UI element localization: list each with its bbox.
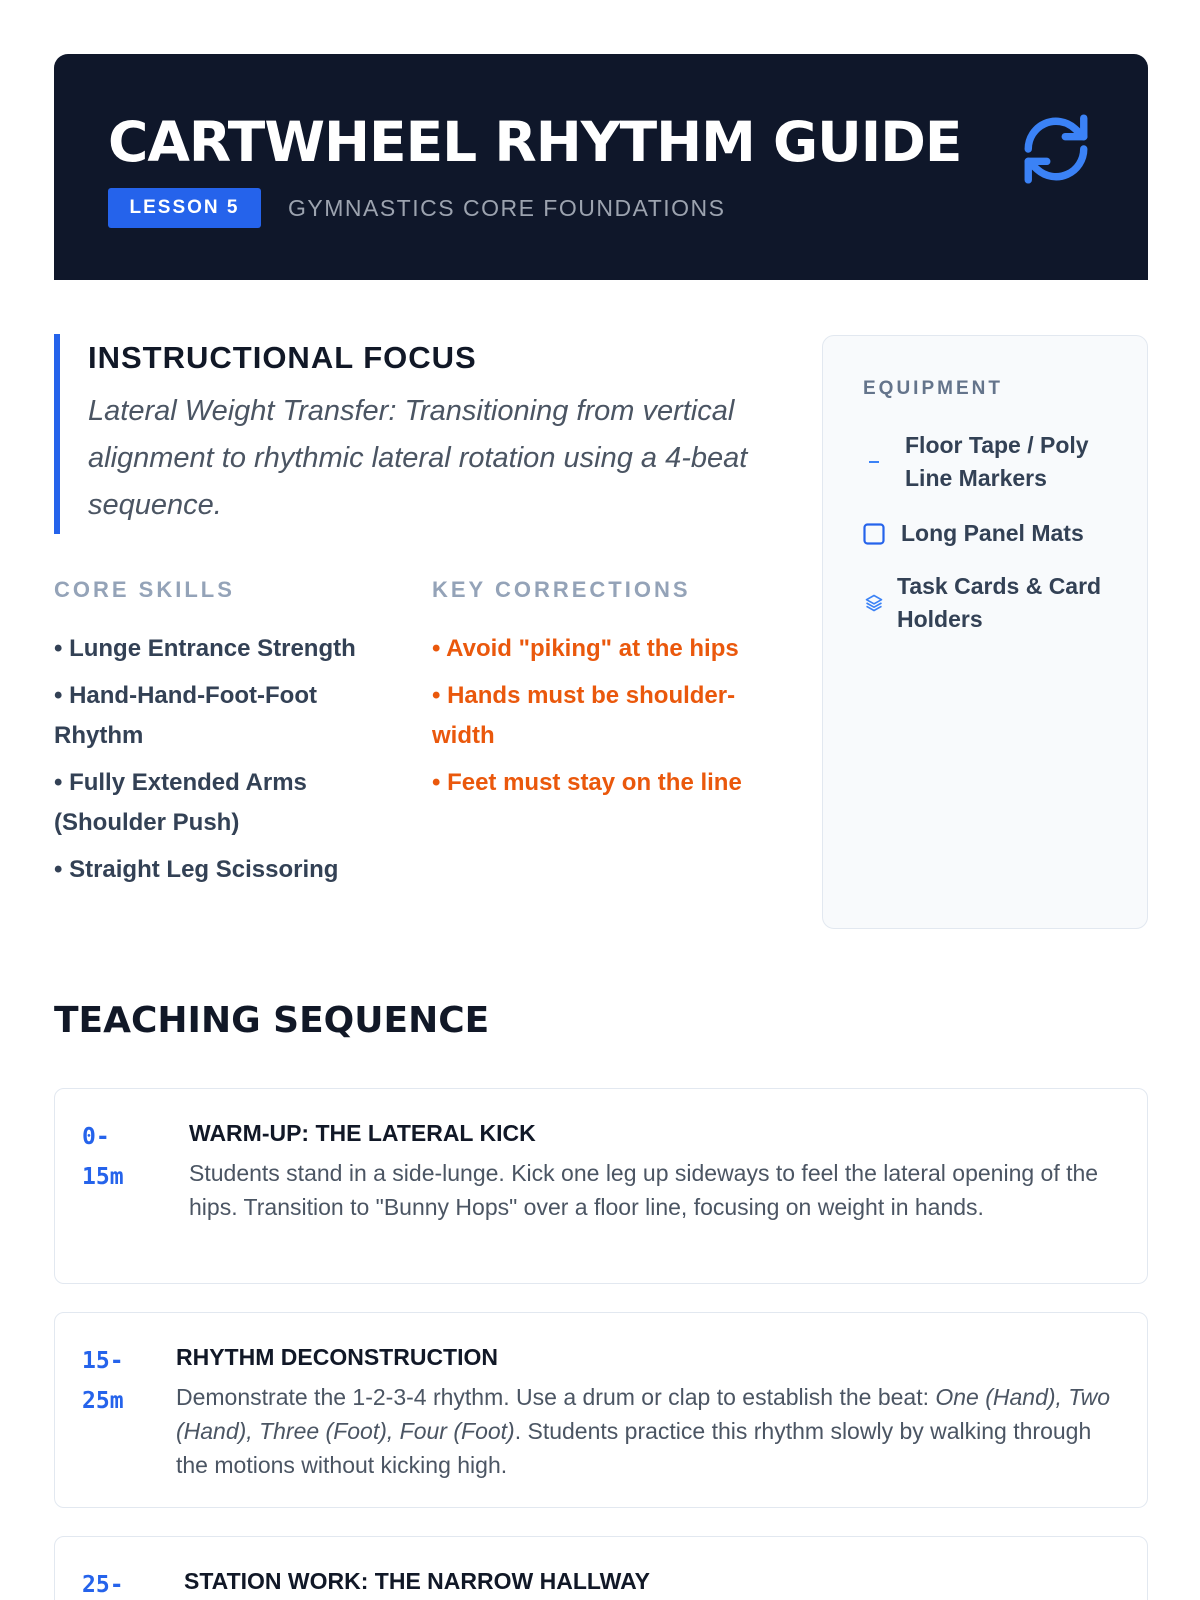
step-title: RHYTHM DECONSTRUCTION xyxy=(176,1344,498,1370)
mat-icon xyxy=(863,523,885,545)
step-title: STATION WORK: THE NARROW HALLWAY xyxy=(184,1568,650,1594)
layers-icon xyxy=(863,592,885,614)
step-time: 0-15m xyxy=(82,1124,124,1190)
equipment-item xyxy=(863,429,1113,495)
equipment-item-label: Long Panel Mats xyxy=(901,520,1084,546)
step-body xyxy=(184,1566,1124,1596)
sequence-step xyxy=(54,1312,1148,1508)
lesson-header xyxy=(54,54,1148,280)
step-description-text: Demonstrate the 1-2-3-4 rhythm. Use a drum or clap to establish the beat: xyxy=(176,1384,936,1410)
course-subtitle: GYMNASTICS CORE FOUNDATIONS xyxy=(288,195,726,221)
step-time: 25- xyxy=(82,1572,124,1598)
equipment-item xyxy=(863,517,1084,550)
step-description xyxy=(176,1380,1124,1482)
list-item: • Lunge Entrance Strength xyxy=(54,635,356,662)
step-time: 15-25m xyxy=(82,1348,124,1414)
focus-text: Lateral Weight Transfer: Transitioning from vertical alignment to rhythmic lateral rotation using a 4-beat sequence. xyxy=(88,395,748,521)
list-item: • Hand-Hand-Foot-Foot Rhythm xyxy=(54,682,317,749)
step-body xyxy=(176,1342,1124,1482)
sequence-step xyxy=(54,1088,1148,1284)
step-description: Students stand in a side-lunge. Kick one leg up sideways to feel the lateral opening of the hips. Transition to "Bunny Hops" over a floor line, focusing on weight in hands. xyxy=(189,1160,1099,1220)
core-skills-label: CORE SKILLS xyxy=(54,577,235,602)
instructional-focus xyxy=(54,334,754,534)
equipment-label: EQUIPMENT xyxy=(863,378,1003,399)
step-description-rhythm: One (Hand), Two (Hand), Three (Foot), Four (Foot) xyxy=(176,1384,1111,1444)
teaching-sequence-title: TEACHING SEQUENCE xyxy=(54,1000,490,1041)
line-marker-icon xyxy=(863,451,885,473)
core-skills-list xyxy=(54,629,384,897)
refresh-icon xyxy=(1019,112,1093,186)
list-item: • Feet must stay on the line xyxy=(432,769,742,796)
equipment-item xyxy=(863,570,1123,636)
page-title: CARTWHEEL RHYTHM GUIDE xyxy=(108,110,962,174)
list-item: • Hands must be shoulder-width xyxy=(432,682,736,749)
focus-heading: INSTRUCTIONAL FOCUS xyxy=(88,340,477,375)
list-item: • Straight Leg Scissoring xyxy=(54,856,339,883)
lesson-badge: LESSON 5 xyxy=(108,188,261,228)
list-item: • Avoid "piking" at the hips xyxy=(432,635,739,662)
key-corrections-label: KEY CORRECTIONS xyxy=(432,577,691,602)
key-corrections-list xyxy=(432,629,752,810)
equipment-card xyxy=(822,335,1148,929)
step-body xyxy=(189,1118,1124,1224)
list-item: • Fully Extended Arms (Shoulder Push) xyxy=(54,769,307,836)
step-title: WARM-UP: THE LATERAL KICK xyxy=(189,1120,536,1146)
step-description-text: . Students practice this rhythm slowly by walking through the motions without kicking high. xyxy=(176,1418,1092,1478)
equipment-item-label: Task Cards & Card Holders xyxy=(897,573,1102,632)
equipment-item-label: Floor Tape / Poly Line Markers xyxy=(905,432,1089,491)
sequence-step xyxy=(54,1536,1148,1600)
